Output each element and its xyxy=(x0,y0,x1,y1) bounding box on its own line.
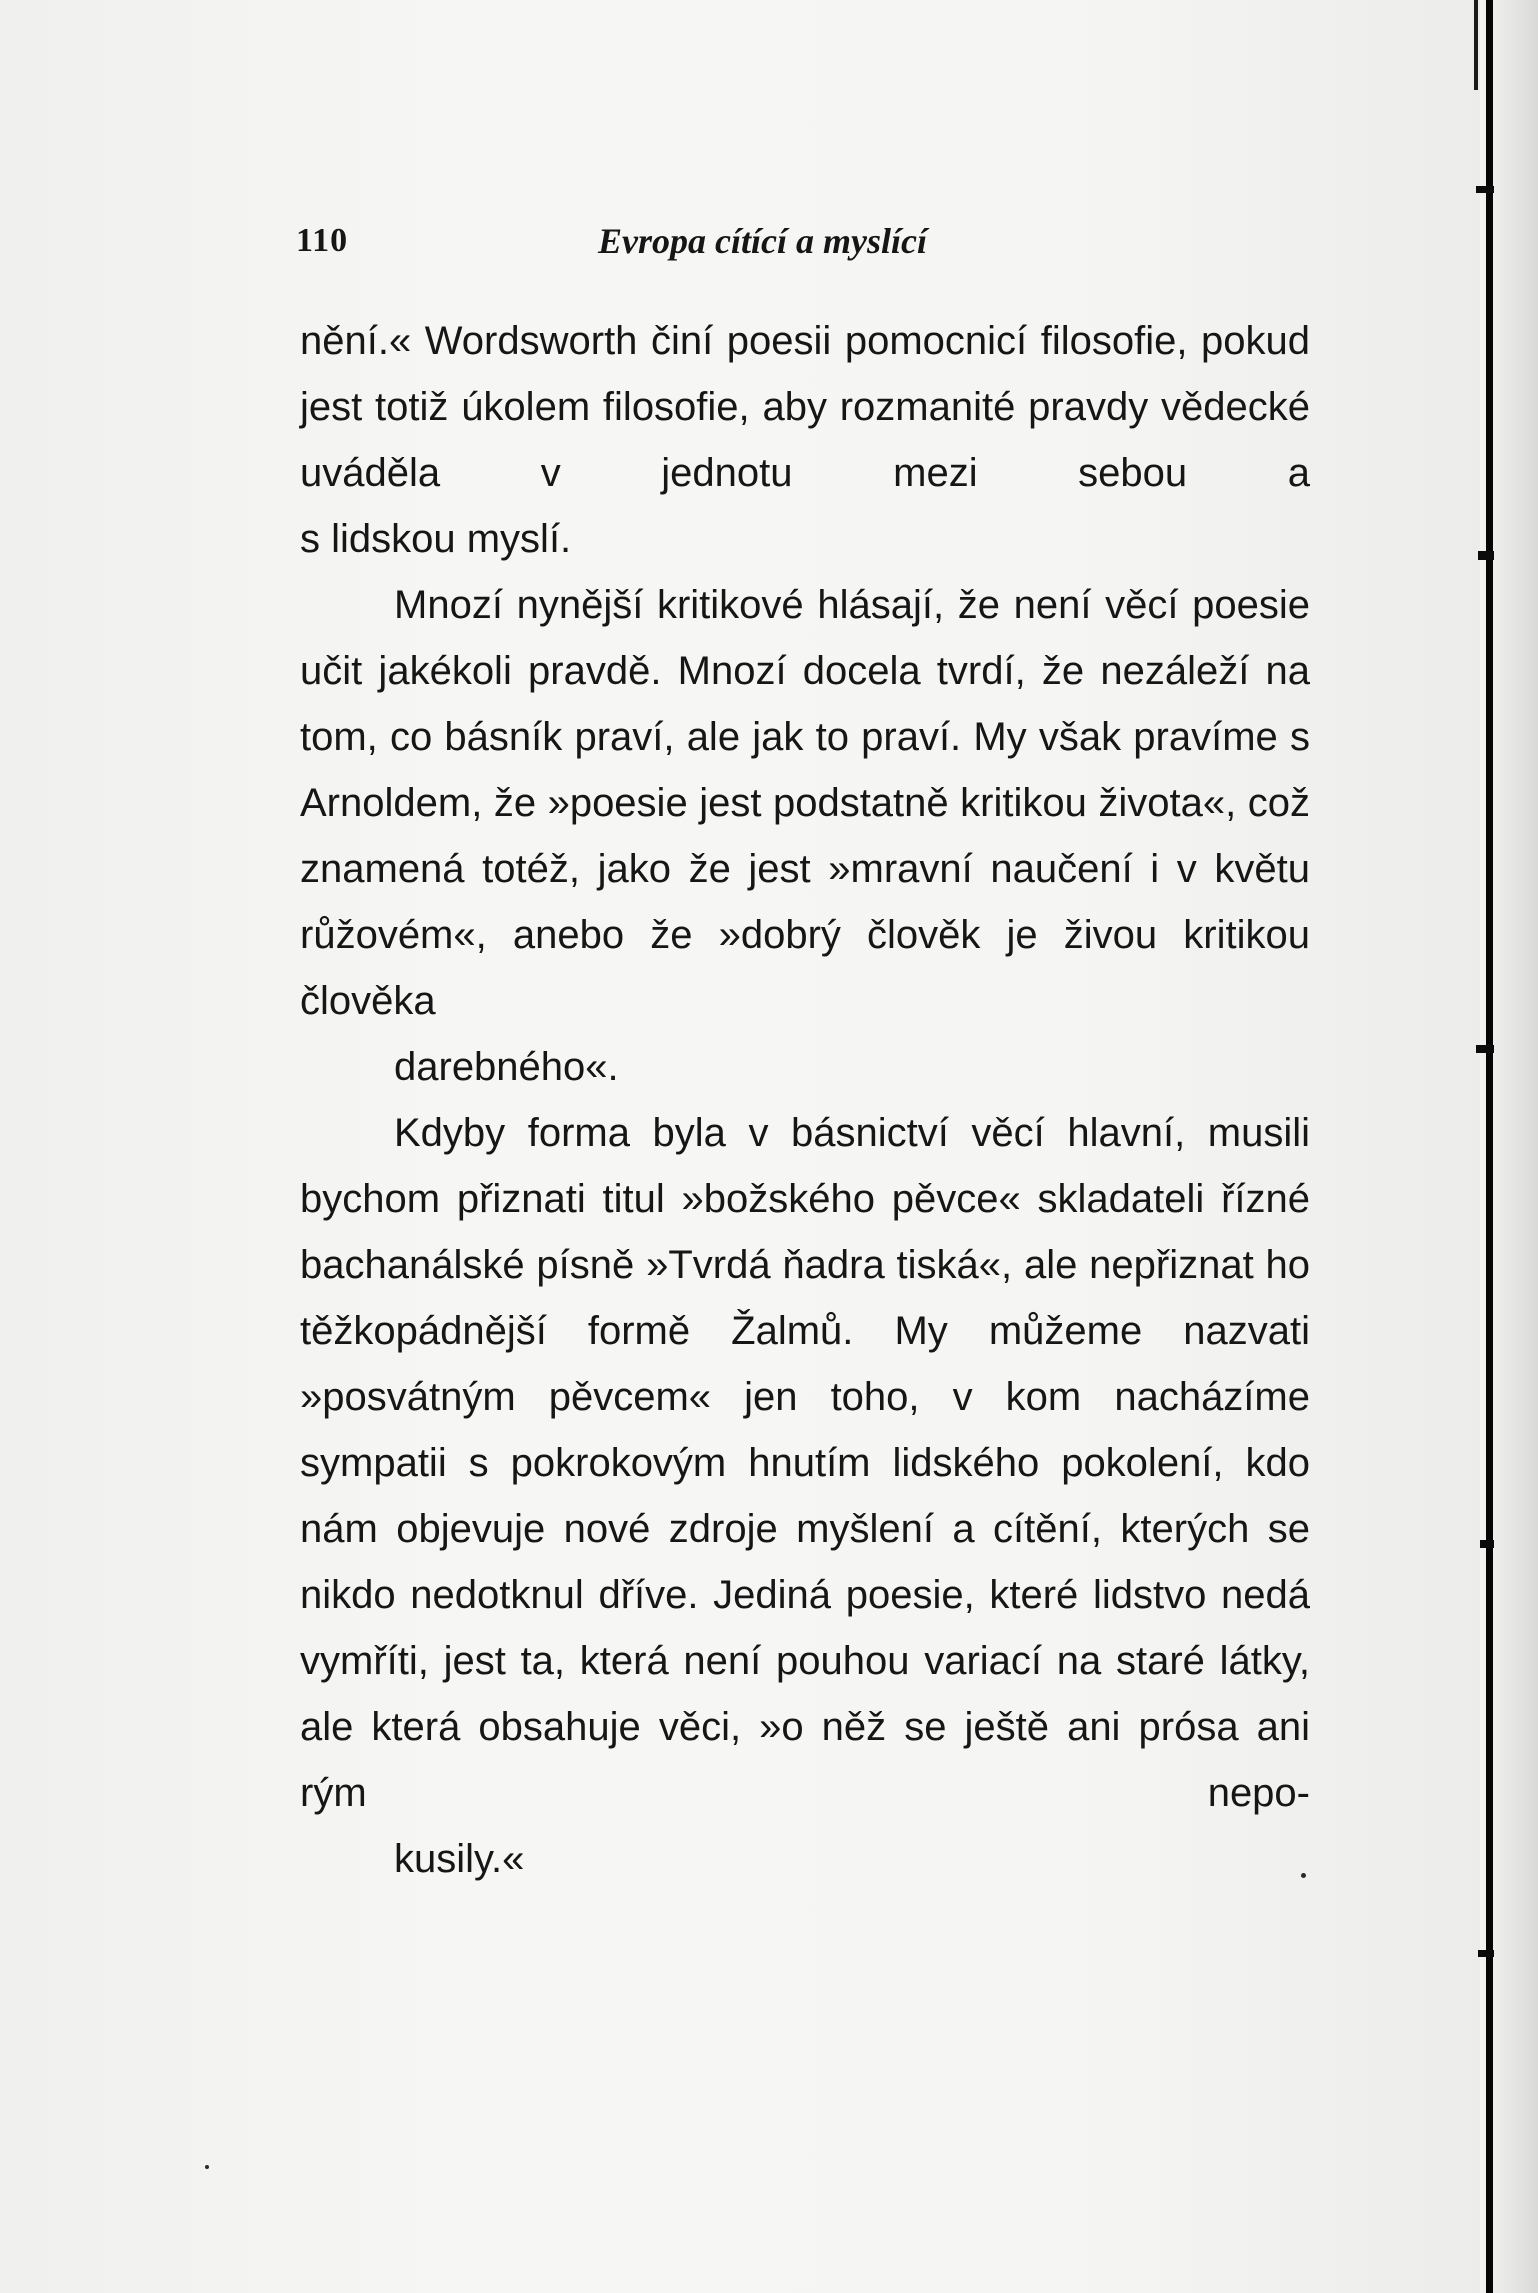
paragraph-3-text: Kdyby forma byla v básnictví věcí hlavní, musili bychom přiznati titul »božského pěvce« skladateli řízné bachanálské písně »Tvrdá ňadra tiská«, ale nepřiznat ho těžkopádnější formě Žalmů. My můžeme nazvati »posvátným pěvcem« jen toho, v kom nacházíme sympatii s pokrokovým hnutím lidského pokolení, kdo nám objevuje nové zdroje myšlení a cítění, kterých se nikdo nedotknul dříve. Jediná poesie, které lidstvo nedá vymříti, jest ta, která není pouhou variací na staré látky, ale která obsahuje věci, »o něž se ještě ani prósa ani rým nepo- xyxy=(300,1111,1310,1815)
edge-mark xyxy=(1476,186,1494,193)
edge-mark xyxy=(1478,551,1494,560)
paragraph-1-last-line: s lidskou myslí. xyxy=(300,517,572,561)
paragraph-3 xyxy=(300,1100,1310,1892)
binding-edge-top xyxy=(1474,0,1478,90)
page-number: 110 xyxy=(296,222,349,259)
edge-mark xyxy=(1476,1045,1494,1053)
edge-mark xyxy=(1480,1540,1494,1548)
edge-mark xyxy=(1478,1950,1494,1957)
scan-speck xyxy=(205,2165,209,2169)
paragraph-1 xyxy=(300,308,1310,572)
paragraph-1-text: nění.« Wordsworth činí poesii pomocnicí filosofie, pokud jest totiž úkolem filosofie, aby rozmanité pravdy vědecké uváděla v jednotu mezi sebou a xyxy=(300,319,1310,495)
paragraph-2-text: Mnozí nynější kritikové hlásají, že není věcí poesie učit jakékoli pravdě. Mnozí docela tvrdí, že nezáleží na tom, co básník praví, ale jak to praví. My však pravíme s Arnoldem, že »poesie jest podstatně kritikou života«, což znamená totéž, jako že jest »mravní naučení i v květu růžovém«, anebo že »dobrý člověk je živou kritikou člověka xyxy=(300,583,1310,1023)
paragraph-3-last-line: kusily.« xyxy=(394,1837,525,1881)
paragraph-2-last-line: darebného«. xyxy=(394,1045,619,1089)
running-title: Evropa cítící a myslící xyxy=(598,221,927,261)
paragraph-2 xyxy=(300,572,1310,1100)
body-text xyxy=(300,308,1310,1892)
